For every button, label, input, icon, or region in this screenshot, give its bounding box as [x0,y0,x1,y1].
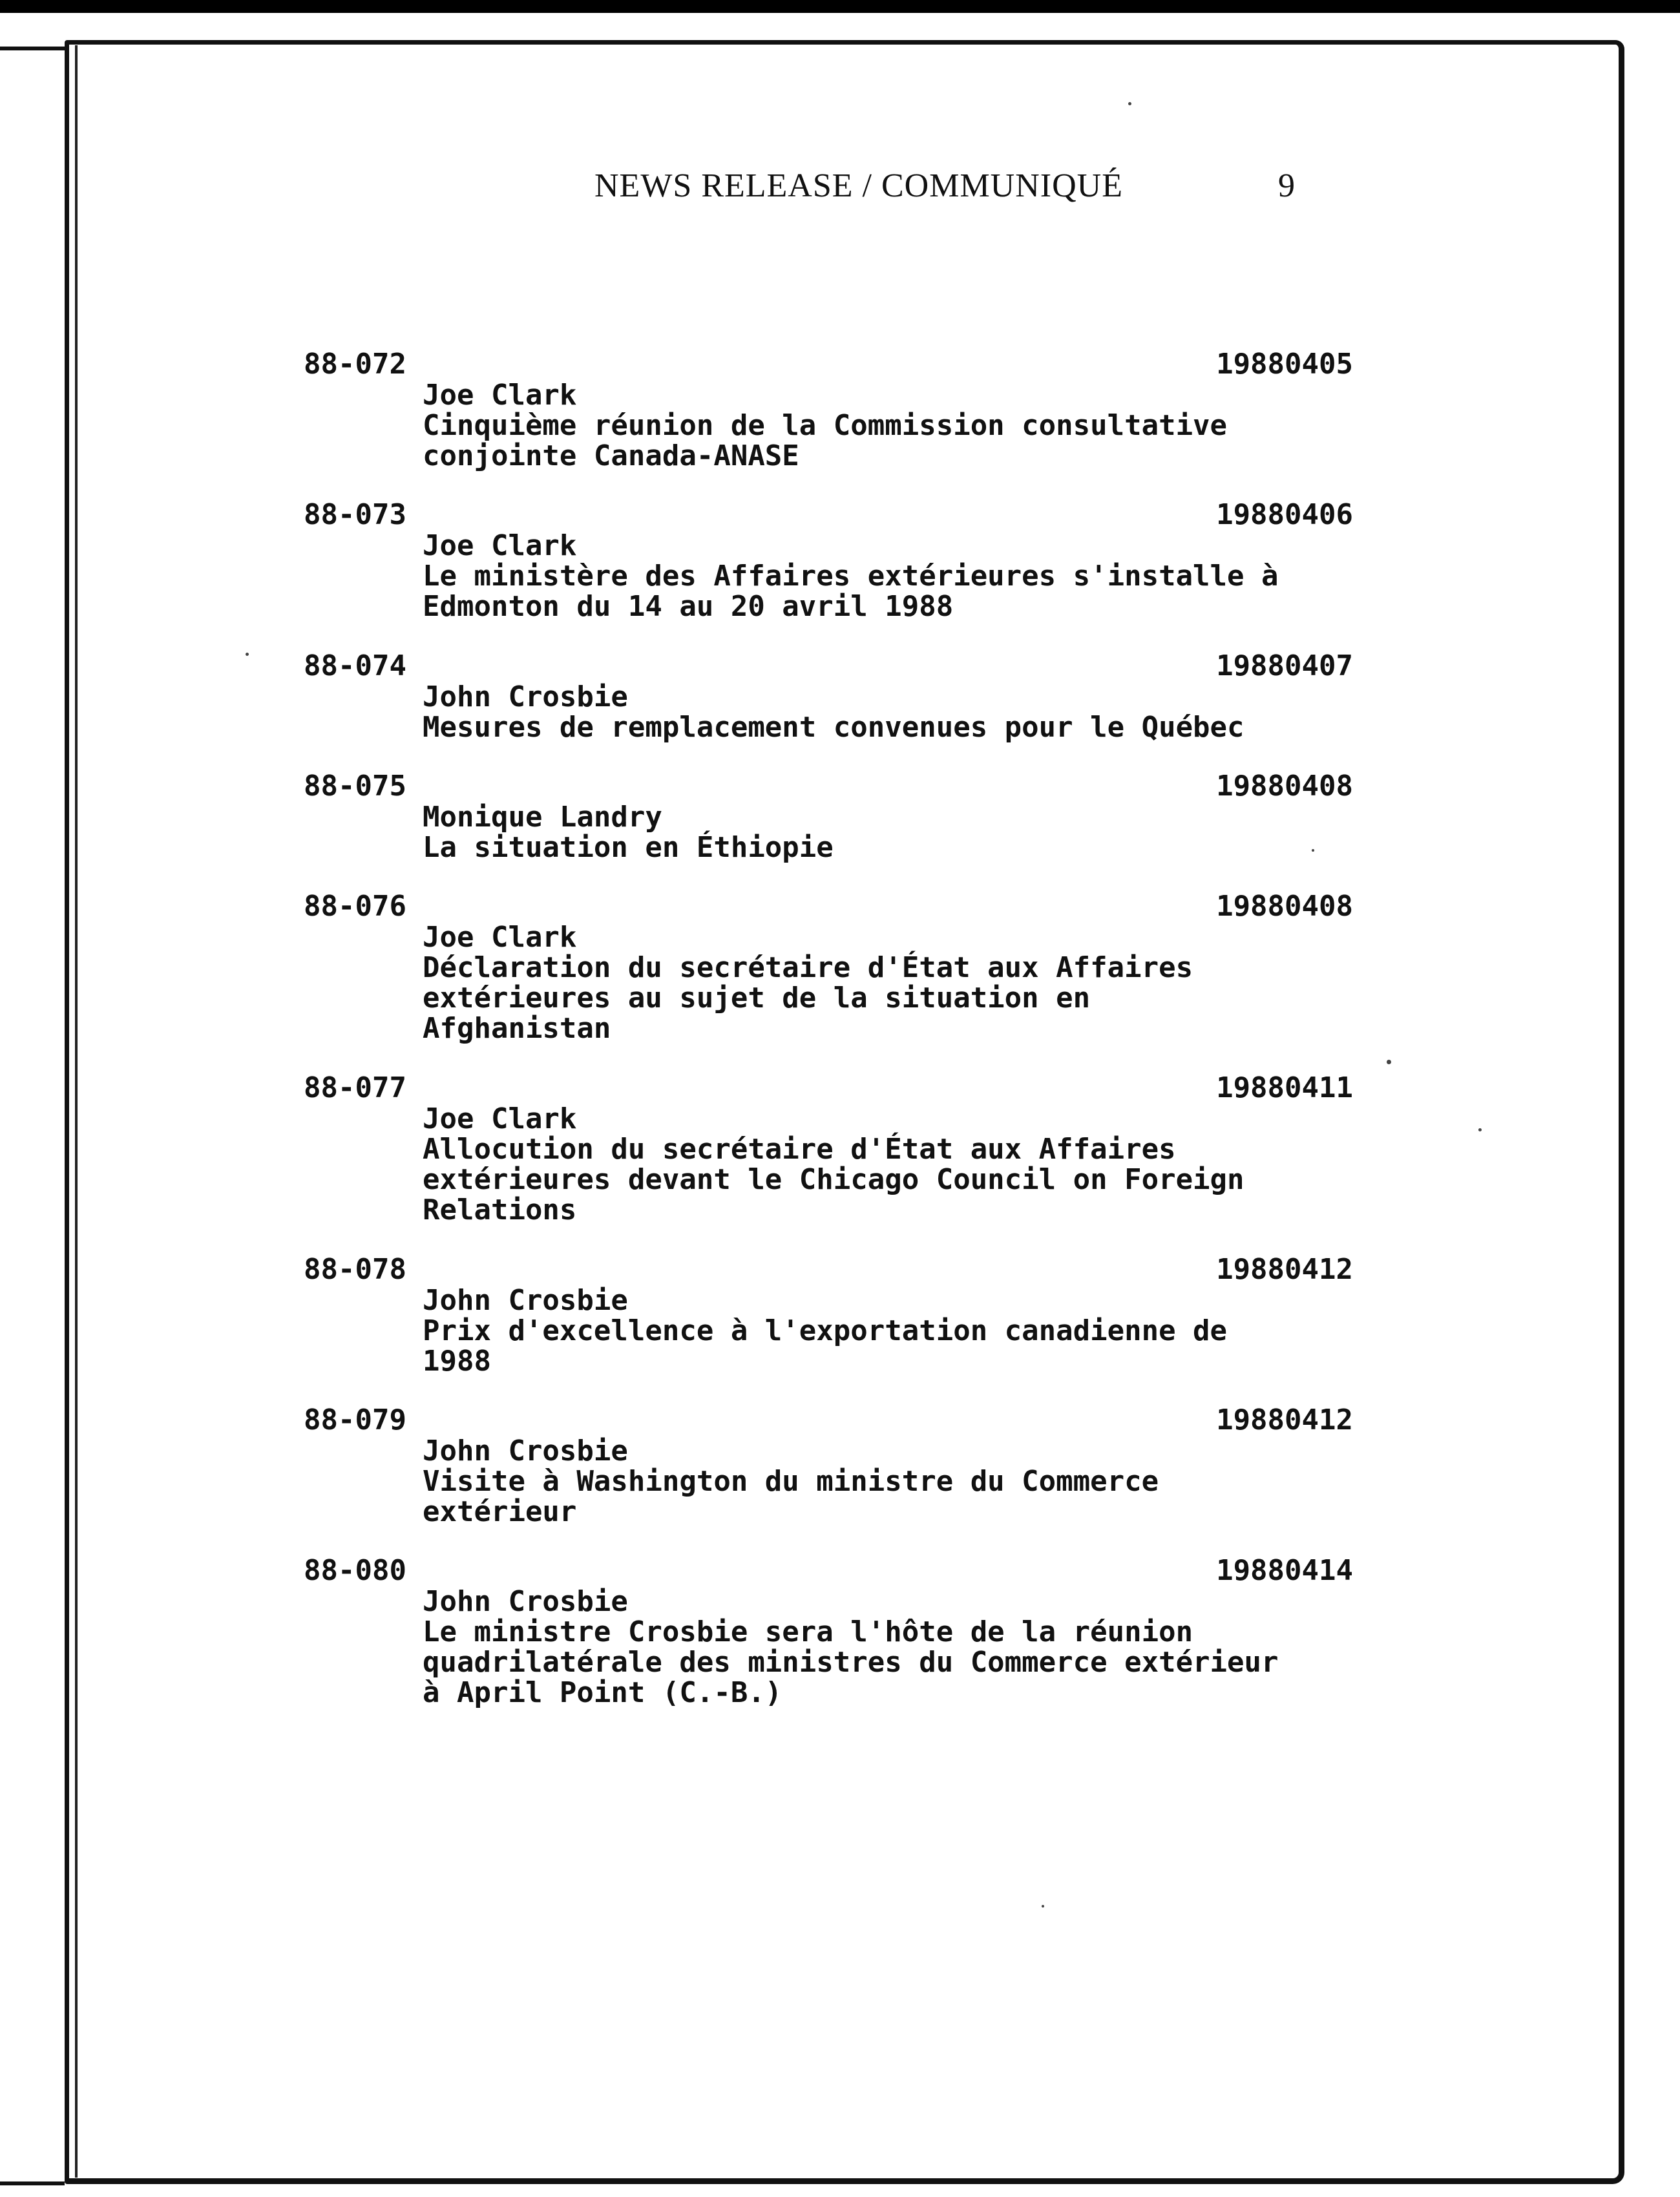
release-title-line: extérieures au sujet de la situation en [423,982,1091,1014]
release-title-line: Relations [423,1193,577,1226]
release-title-line: extérieures devant le Chicago Council on Foreign [423,1163,1244,1196]
release-date: 19880406 [1216,498,1353,531]
release-entry [304,349,1441,471]
release-number: 88-076 [304,890,406,923]
minister-name: Joe Clark [423,1102,577,1135]
release-number: 88-078 [304,1253,406,1286]
scan-edge-mark [0,2181,65,2185]
release-number: 88-072 [304,348,406,381]
minister-name: John Crosbie [423,1585,628,1618]
release-number: 88-080 [304,1554,406,1587]
release-date: 19880412 [1216,1253,1353,1286]
scan-edge-mark [0,47,65,50]
release-entry [304,1555,1441,1708]
release-title-line: Déclaration du secrétaire d'État aux Affaires [423,951,1193,984]
release-title-line: Visite à Washington du ministre du Commerce [423,1465,1159,1498]
release-title-line: Cinquième réunion de la Commission consultative [423,409,1228,442]
release-title-line: Le ministre Crosbie sera l'hôte de la réunion [423,1615,1193,1648]
release-number: 88-074 [304,649,406,682]
minister-name: Monique Landry [423,801,662,834]
release-title-line: Le ministère des Affaires extérieures s'installe à [423,560,1279,593]
release-date: 19880408 [1216,770,1353,803]
scan-speck [1128,102,1131,105]
release-title-line: conjointe Canada-ANASE [423,439,799,472]
release-title-line: extérieur [423,1495,577,1528]
release-title-line: Prix d'excellence à l'exportation canadienne de [423,1314,1228,1347]
release-number: 88-075 [304,770,406,803]
release-title-line: 1988 [423,1345,491,1378]
release-entry [304,1073,1441,1225]
minister-name: Joe Clark [423,921,577,954]
minister-name: John Crosbie [423,1284,628,1317]
release-title-line: Afghanistan [423,1012,611,1045]
minister-name: John Crosbie [423,1435,628,1467]
page-title: NEWS RELEASE / COMMUNIQUÉ [594,167,1123,204]
release-title-line: Edmonton du 14 au 20 avril 1988 [423,590,954,623]
release-date: 19880407 [1216,649,1353,682]
scan-speck [1042,1905,1044,1908]
scan-speck [246,653,249,656]
release-title-line: quadrilatérale des ministres du Commerce extérieur [423,1646,1279,1679]
minister-name: Joe Clark [423,529,577,562]
release-date: 19880414 [1216,1554,1353,1587]
release-title-line: Mesures de remplacement convenues pour le Québec [423,711,1244,744]
scan-speck [1387,1060,1391,1064]
release-title-line: Allocution du secrétaire d'État aux Affaires [423,1133,1176,1166]
release-entry [304,499,1441,622]
release-number: 88-079 [304,1403,406,1436]
release-entry [304,651,1441,742]
release-entry [304,1254,1441,1376]
release-entry [304,771,1441,863]
release-entry [304,1405,1441,1527]
release-date: 19880411 [1216,1071,1353,1104]
scan-speck [1478,1128,1482,1131]
minister-name: Joe Clark [423,379,577,412]
release-entry [304,891,1441,1044]
release-number: 88-077 [304,1071,406,1104]
release-date: 19880405 [1216,348,1353,381]
release-title-line: à April Point (C.-B.) [423,1676,782,1709]
minister-name: John Crosbie [423,680,628,713]
release-date: 19880412 [1216,1403,1353,1436]
release-number: 88-073 [304,498,406,531]
release-title-line: La situation en Éthiopie [423,831,834,864]
page-number: 9 [1278,167,1295,204]
page-binding-line [75,45,78,2178]
scan-top-band [0,0,1680,13]
release-date: 19880408 [1216,890,1353,923]
